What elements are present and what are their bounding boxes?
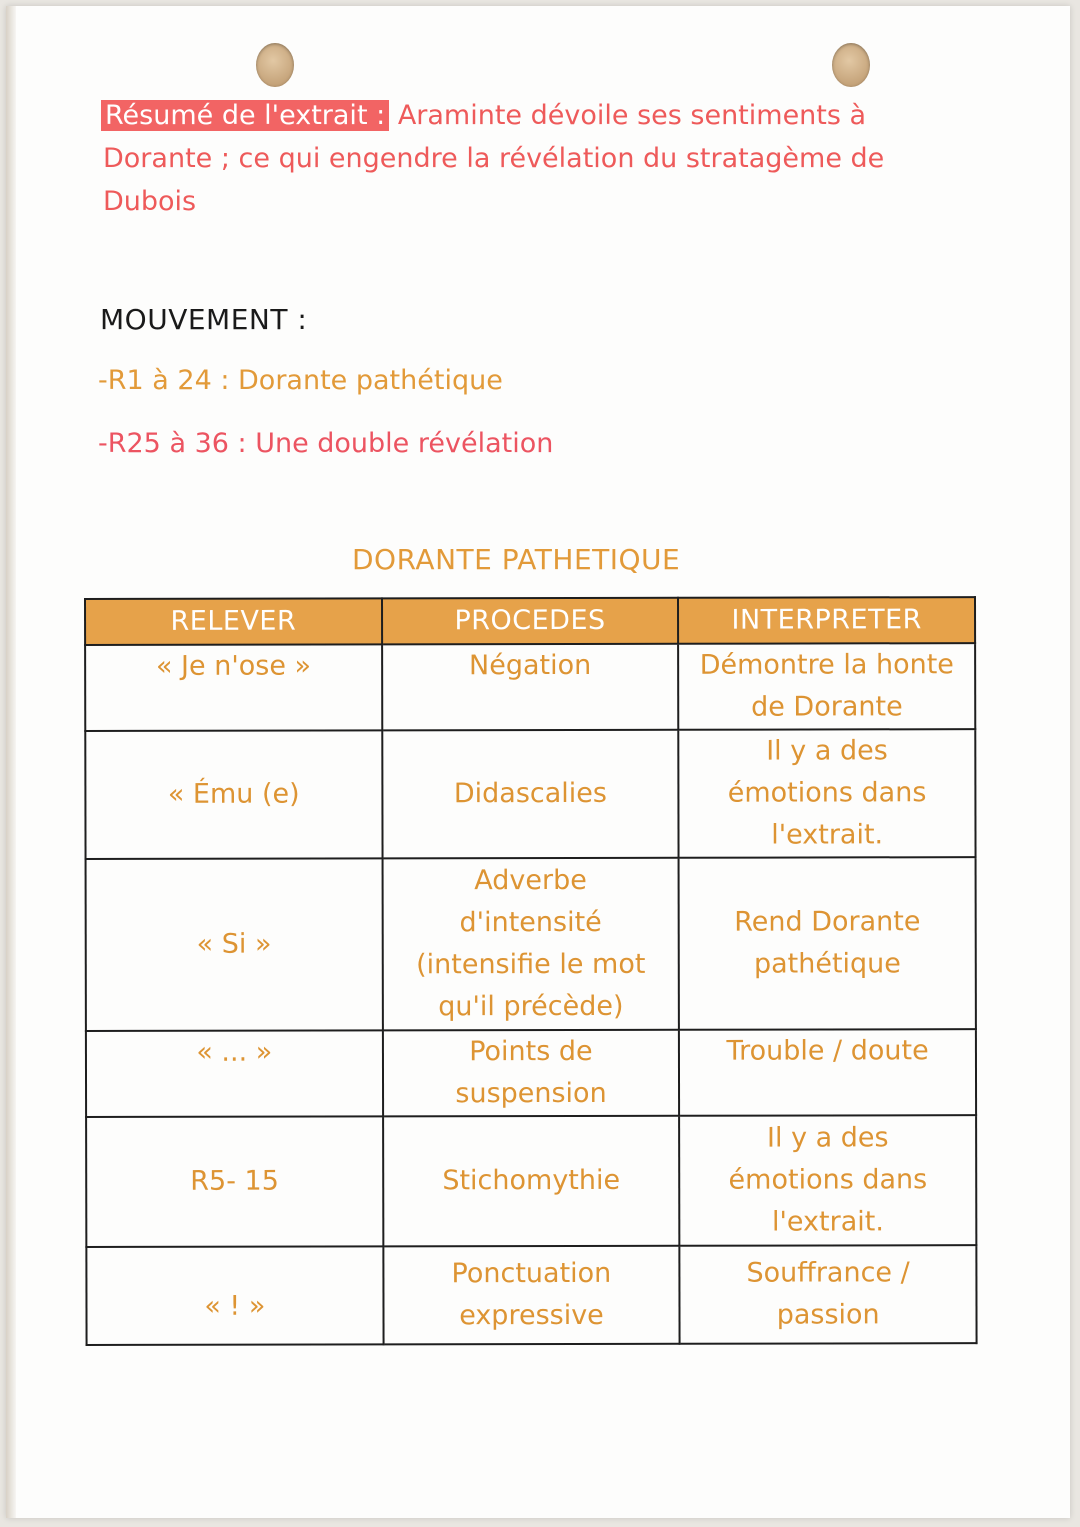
- cell-relever: « Si »: [86, 858, 383, 1031]
- cell-line: Rend Dorante: [734, 906, 921, 938]
- punch-hole-left: [256, 43, 294, 87]
- header-relever: RELEVER: [85, 598, 382, 645]
- cell-relever: [85, 730, 382, 859]
- cell-line: qu'il précède): [438, 990, 624, 1023]
- cell-interpreter: [679, 1115, 976, 1246]
- table-row: [85, 729, 975, 859]
- cell-line: suspension: [455, 1077, 607, 1110]
- cell-line: l'extrait.: [771, 819, 884, 851]
- cell-relever: « Je n'ose »: [85, 644, 382, 731]
- cell-text: « ! »: [204, 1290, 266, 1322]
- summary-text-line1: Araminte dévoile ses sentiments à: [397, 100, 867, 131]
- summary-label: Résumé de l'extrait :: [101, 100, 389, 131]
- punch-hole-right: [832, 43, 870, 87]
- cell-relever: « ... »: [86, 1030, 383, 1117]
- cell-procedes: [382, 858, 679, 1031]
- cell-line: Démontre la honte: [699, 649, 954, 681]
- cell-line: Trouble / doute: [726, 1035, 929, 1067]
- cell-interpreter: [680, 1245, 977, 1344]
- page-edge-shadow: [6, 6, 16, 1518]
- summary-text-line2: Dorante ; ce qui engendre la révélation du stratagème de: [103, 143, 885, 174]
- cell-line: Stichomythie: [442, 1164, 621, 1197]
- table-header-row: [85, 597, 975, 645]
- cell-line: Adverbe: [474, 864, 587, 897]
- cell-interpreter: [679, 1029, 976, 1116]
- cell-line: passion: [776, 1299, 880, 1331]
- cell-line: Didascalies: [453, 777, 607, 810]
- cell-interpreter: [679, 857, 976, 1030]
- cell-line: d'intensité: [459, 906, 602, 939]
- cell-procedes: [382, 644, 679, 731]
- cell-line: Il y a des: [766, 1122, 889, 1154]
- cell-procedes: [383, 1030, 680, 1117]
- table-row: [86, 1245, 976, 1345]
- mouvement-heading: MOUVEMENT :: [100, 303, 308, 336]
- cell-relever: [86, 1246, 383, 1345]
- cell-line: Souffrance /: [746, 1257, 910, 1289]
- table-row: [85, 643, 975, 731]
- mouvement-item-1: -R1 à 24 : Dorante pathétique: [98, 365, 503, 396]
- cell-line: émotions dans: [728, 1164, 928, 1196]
- cell-interpreter: [679, 729, 976, 858]
- mouvement-item-2: -R25 à 36 : Une double révélation: [98, 428, 554, 459]
- table-row: [86, 1029, 976, 1117]
- cell-line: l'extrait.: [771, 1206, 884, 1238]
- cell-procedes: [383, 1246, 680, 1345]
- summary-first-line: [101, 94, 866, 137]
- cell-line: pathétique: [753, 948, 901, 980]
- cell-line: Négation: [468, 649, 592, 682]
- cell-procedes: [382, 730, 679, 859]
- cell-line: de Dorante: [751, 691, 903, 723]
- cell-line: Il y a des: [766, 735, 888, 767]
- table-row: [86, 1115, 976, 1247]
- header-procedes: PROCEDES: [382, 598, 679, 645]
- cell-text: « Ému (e): [167, 778, 300, 810]
- summary-text-line3: Dubois: [103, 186, 197, 217]
- cell-procedes: [383, 1116, 680, 1247]
- table-row: [86, 857, 976, 1031]
- header-interpreter: INTERPRETER: [678, 597, 975, 644]
- cell-relever: R5- 15: [86, 1116, 383, 1247]
- analysis-table: [84, 596, 978, 1346]
- cell-line: Ponctuation: [451, 1257, 612, 1290]
- cell-line: émotions dans: [727, 777, 927, 809]
- cell-line: expressive: [459, 1299, 604, 1332]
- table-title: DORANTE PATHETIQUE: [352, 543, 681, 576]
- cell-line: Points de: [469, 1035, 593, 1068]
- cell-interpreter: [678, 643, 975, 730]
- cell-line: (intensifie le mot: [416, 948, 646, 981]
